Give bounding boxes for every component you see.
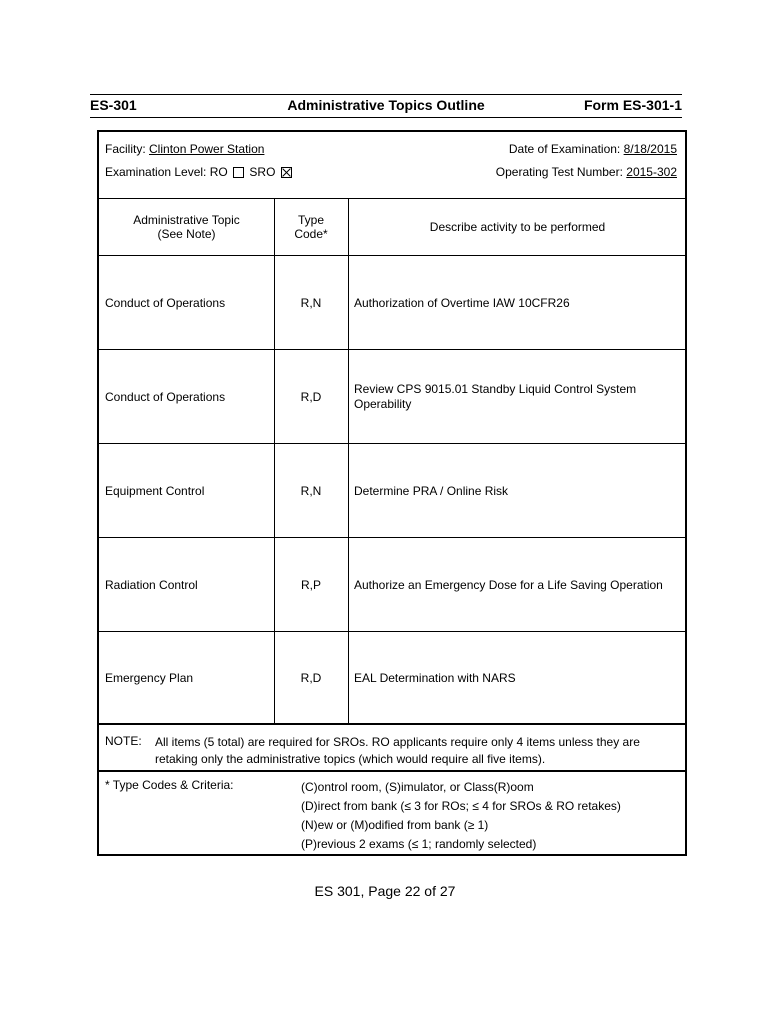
test-number-value: 2015-302 xyxy=(626,165,677,179)
row-activity: Determine PRA / Online Risk xyxy=(354,483,509,498)
row-activity: Review CPS 9015.01 Standby Liquid Control System Operability xyxy=(354,381,637,411)
type-code-item: (D)irect from bank (≤ 3 for ROs; ≤ 4 for SROs & RO retakes) xyxy=(301,799,621,813)
row-type-code: R,D xyxy=(300,670,322,685)
type-codes-list xyxy=(301,778,621,854)
form-number: Form ES-301-1 xyxy=(583,97,682,113)
page-footer: ES 301, Page 22 of 27 xyxy=(314,883,456,899)
row-topic: Conduct of Operations xyxy=(105,295,226,310)
exam-level-field: Examination Level: RO SRO xyxy=(105,165,294,179)
row-activity: EAL Determination with NARS xyxy=(354,670,516,685)
form-box xyxy=(97,130,687,856)
row-type-code: R,N xyxy=(300,295,322,310)
form-series: ES-301 xyxy=(90,97,137,113)
page-title: Administrative Topics Outline xyxy=(287,97,485,113)
sro-checkbox[interactable] xyxy=(281,167,292,178)
row-type-code: R,N xyxy=(300,483,322,498)
exam-date-field: Date of Examination: 8/18/2015 xyxy=(508,142,677,156)
row-topic: Equipment Control xyxy=(105,483,205,498)
facility-value: Clinton Power Station xyxy=(149,142,265,156)
row-type-code: R,P xyxy=(300,577,321,592)
topic-header: Administrative Topic (See Note) xyxy=(133,213,240,241)
divider xyxy=(99,770,685,772)
type-code-item: (N)ew or (M)odified from bank (≥ 1) xyxy=(301,818,489,832)
row-type-code: R,D xyxy=(300,389,322,404)
activity-header: Describe activity to be performed xyxy=(429,220,606,234)
page-header xyxy=(90,94,682,118)
test-number-field: Operating Test Number: 2015-302 xyxy=(495,165,677,179)
facility-field: Facility: Clinton Power Station xyxy=(105,142,327,156)
row-topic: Conduct of Operations xyxy=(105,389,226,404)
divider xyxy=(99,723,685,725)
row-topic: Radiation Control xyxy=(105,577,198,592)
ro-checkbox[interactable] xyxy=(233,167,244,178)
type-code-item: (C)ontrol room, (S)imulator, or Class(R)oom xyxy=(301,780,534,794)
note-text: All items (5 total) are required for SROs. RO applicants require only 4 items unless they are retaking only the administrative topics (which would require all five items). xyxy=(155,735,640,766)
note-label: NOTE: xyxy=(105,734,142,748)
row-topic: Emergency Plan xyxy=(105,670,194,685)
row-activity: Authorization of Overtime IAW 10CFR26 xyxy=(354,295,570,310)
row-activity: Authorize an Emergency Dose for a Life Saving Operation xyxy=(354,577,663,592)
type-code-header: Type Code* xyxy=(294,213,328,241)
type-code-item: (P)revious 2 exams (≤ 1; randomly selected) xyxy=(301,837,537,851)
type-codes-label: * Type Codes & Criteria: xyxy=(105,778,234,792)
column-divider xyxy=(348,199,349,723)
exam-date-value: 8/18/2015 xyxy=(623,142,677,156)
